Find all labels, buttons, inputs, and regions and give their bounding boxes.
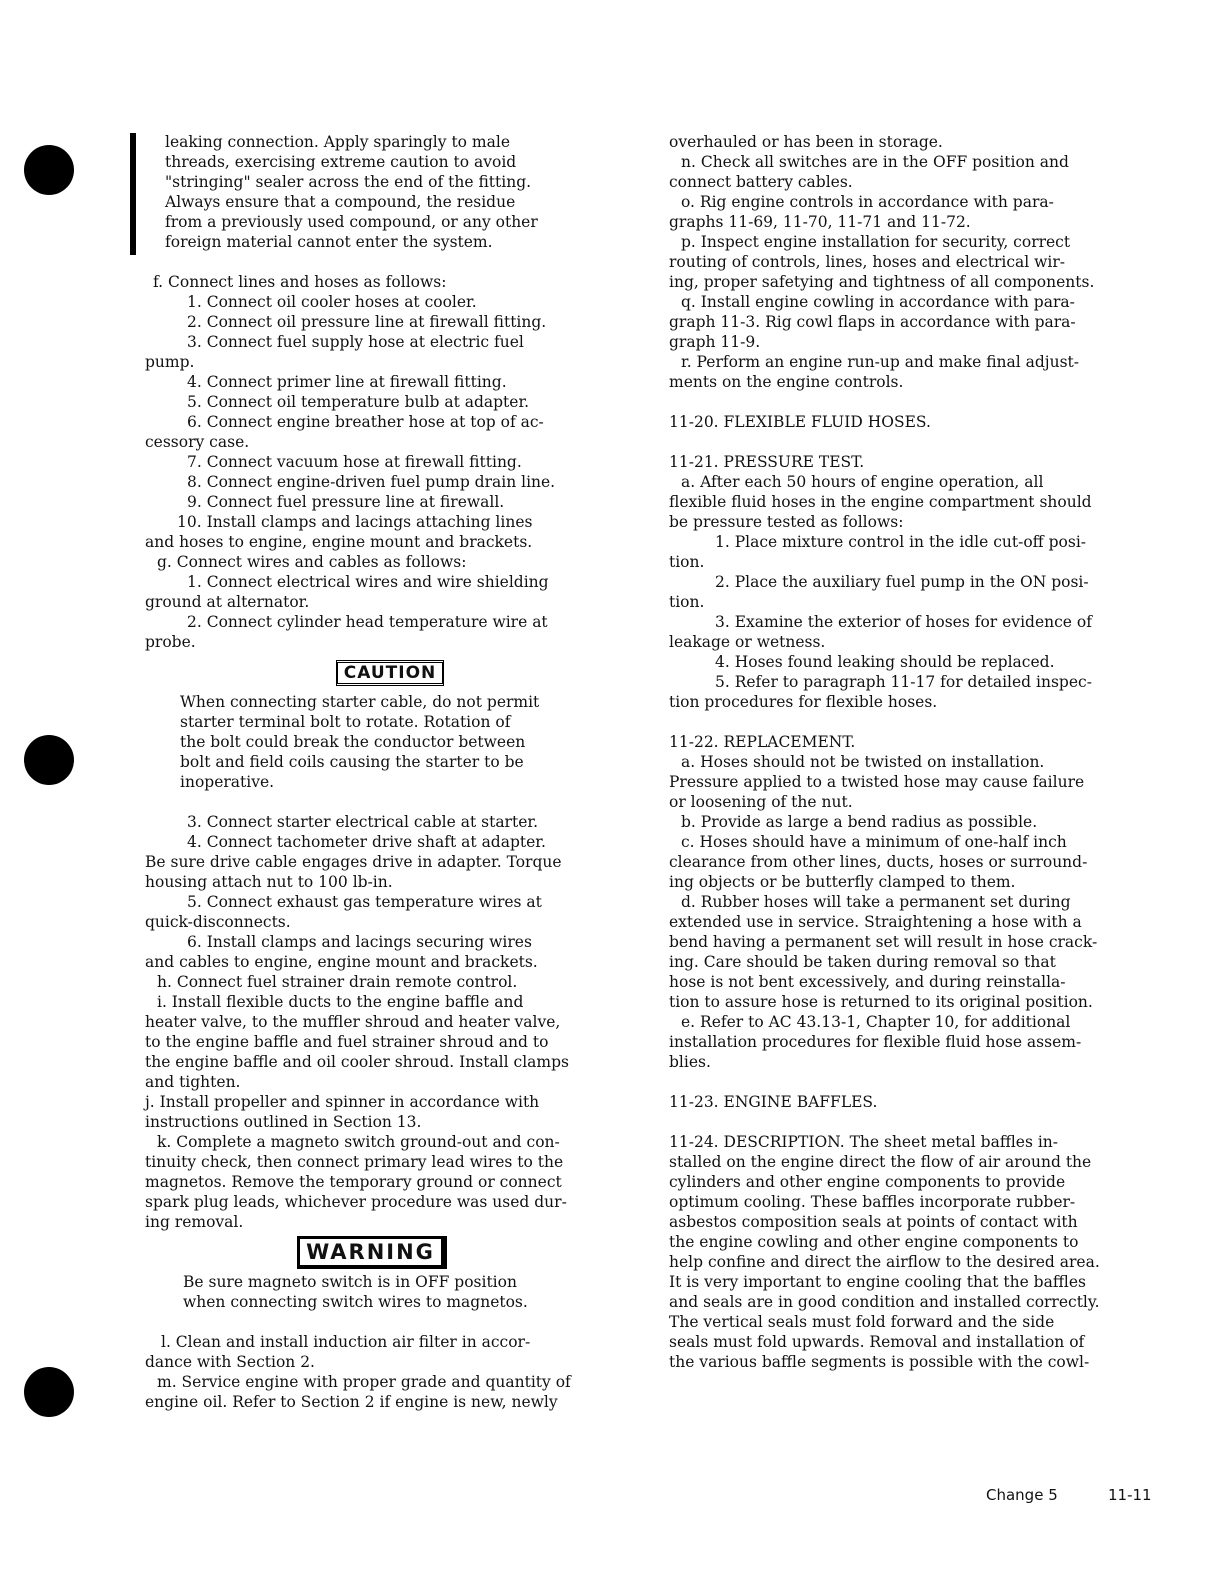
text-line: ing, proper safetying and tightness of all components. [669, 273, 1095, 291]
text-line: b. Provide as large a bend radius as possible. [681, 813, 1038, 831]
text-line: h. Connect fuel strainer drain remote control. [157, 973, 518, 991]
text-line: optimum cooling. These baffles incorporate rubber- [669, 1193, 1076, 1211]
text-line: tion to assure hose is returned to its original position. [669, 993, 1093, 1011]
text-line: 4. Connect primer line at firewall fitting. [187, 373, 507, 391]
text-line: n. Check all switches are in the OFF position and [681, 153, 1069, 171]
text-line: c. Hoses should have a minimum of one-half inch [681, 833, 1067, 851]
caution-line: bolt and field coils causing the starter to be [180, 753, 524, 771]
text-line: ing objects or be butterfly clamped to them. [669, 873, 1016, 891]
text-line: seals must fold upwards. Removal and installation of [669, 1333, 1085, 1351]
text-line: help confine and direct the airflow to the desired area. [669, 1253, 1100, 1271]
text-line: and seals are in good condition and installed correctly. [669, 1293, 1100, 1311]
text-line: from a previously used compound, or any other [165, 213, 538, 231]
text-line: be pressure tested as follows: [669, 513, 904, 531]
text-line: cylinders and other engine components to provide [669, 1173, 1066, 1191]
text-line: to the engine baffle and fuel strainer shroud and to [145, 1033, 549, 1051]
text-line: 3. Connect starter electrical cable at starter. [187, 813, 539, 831]
text-line: 10. Install clamps and lacings attaching lines [177, 513, 533, 531]
text-line: tion. [669, 553, 705, 571]
punch-hole-bottom [24, 1367, 74, 1417]
text-line: asbestos composition seals at points of contact with [669, 1213, 1078, 1231]
text-line: 1. Connect electrical wires and wire shielding [187, 573, 549, 591]
text-line: 4. Hoses found leaking should be replaced. [715, 653, 1055, 671]
caution-label: CAUTION [336, 660, 445, 686]
text-line: and hoses to engine, engine mount and brackets. [145, 533, 533, 551]
text-line: extended use in service. Straightening a hose with a [669, 913, 1082, 931]
punch-hole-top [24, 145, 74, 195]
text-line: the various baffle segments is possible with the cowl- [669, 1353, 1090, 1371]
text-line: 7. Connect vacuum hose at firewall fitting. [187, 453, 522, 471]
text-line: ing removal. [145, 1213, 244, 1231]
left-text-block-2 [145, 812, 635, 1232]
text-line: 1. Place mixture control in the idle cut-off posi- [715, 533, 1087, 551]
text-line: 6. Install clamps and lacings securing wires [187, 933, 532, 951]
text-line: 5. Connect exhaust gas temperature wires at [187, 893, 542, 911]
text-line: connect battery cables. [669, 173, 853, 191]
caution-line: starter terminal bolt to rotate. Rotation of [180, 713, 511, 731]
text-line: "stringing" sealer across the end of the fitting. [165, 173, 532, 191]
caution-line: When connecting starter cable, do not permit [180, 693, 540, 711]
text-line: clearance from other lines, ducts, hoses or surround- [669, 853, 1088, 871]
text-line: flexible fluid hoses in the engine compartment should [669, 493, 1092, 511]
text-line: installation procedures for flexible fluid hose assem- [669, 1033, 1082, 1051]
text-line: Be sure drive cable engages drive in adapter. Torque [145, 853, 562, 871]
text-line: It is very important to engine cooling that the baffles [669, 1273, 1086, 1291]
text-line: 5. Connect oil temperature bulb at adapter. [187, 393, 530, 411]
text-line: pump. [145, 353, 195, 371]
right-column [669, 132, 1169, 1372]
text-line: hose is not bent excessively, and during reinstalla- [669, 973, 1066, 991]
text-line: l. Clean and install induction air filter in accor- [161, 1333, 531, 1351]
text-line: 11-22. REPLACEMENT. [669, 733, 856, 751]
text-line: 2. Connect cylinder head temperature wire at [187, 613, 548, 631]
text-line: ground at alternator. [145, 593, 310, 611]
text-line: j. Install propeller and spinner in accordance with [145, 1093, 540, 1111]
text-line: leakage or wetness. [669, 633, 826, 651]
text-line: graph 11-3. Rig cowl flaps in accordance with para- [669, 313, 1076, 331]
text-line: 6. Connect engine breather hose at top of ac- [187, 413, 544, 431]
text-line: 4. Connect tachometer drive shaft at adapter. [187, 833, 546, 851]
text-line: g. Connect wires and cables as follows: [157, 553, 467, 571]
right-text-block [669, 132, 1169, 1372]
text-line: a. After each 50 hours of engine operation, all [681, 473, 1044, 491]
text-line: m. Service engine with proper grade and quantity of [157, 1373, 571, 1391]
text-line: 1. Connect oil cooler hoses at cooler. [187, 293, 477, 311]
text-line: ing. Care should be taken during removal so that [669, 953, 1056, 971]
text-line: i. Install flexible ducts to the engine baffle and [157, 993, 524, 1011]
warning-header [109, 1232, 635, 1272]
warning-label: WARNING [297, 1236, 447, 1269]
text-line: ments on the engine controls. [669, 373, 904, 391]
text-line: stalled on the engine direct the flow of air around the [669, 1153, 1092, 1171]
text-line: blies. [669, 1053, 711, 1071]
text-line: 11-24. DESCRIPTION. The sheet metal baffles in- [669, 1133, 1059, 1151]
text-line: Pressure applied to a twisted hose may cause failure [669, 773, 1085, 791]
text-line: k. Complete a magneto switch ground-out and con- [157, 1133, 560, 1151]
text-line: graphs 11-69, 11-70, 11-71 and 11-72. [669, 213, 971, 231]
text-line: or loosening of the nut. [669, 793, 853, 811]
text-line: The vertical seals must fold forward and the side [669, 1313, 1055, 1331]
text-line: graph 11-9. [669, 333, 761, 351]
text-line: 5. Refer to paragraph 11-17 for detailed inspec- [715, 673, 1092, 691]
text-line: leaking connection. Apply sparingly to male [165, 133, 511, 151]
text-line [669, 1112, 1169, 1132]
caution-line: the bolt could break the conductor between [180, 733, 526, 751]
text-line: o. Rig engine controls in accordance with para- [681, 193, 1054, 211]
text-line [669, 1072, 1169, 1092]
text-line: 2. Place the auxiliary fuel pump in the ON posi- [715, 573, 1089, 591]
warning-line: Be sure magneto switch is in OFF position [183, 1273, 517, 1291]
text-line: Always ensure that a compound, the residue [165, 193, 516, 211]
text-line: p. Inspect engine installation for security, correct [681, 233, 1071, 251]
text-line: and tighten. [145, 1073, 241, 1091]
text-line: spark plug leads, whichever procedure was used dur- [145, 1193, 567, 1211]
text-line: 11-21. PRESSURE TEST. [669, 453, 865, 471]
revision-bar [130, 133, 136, 255]
text-line [145, 252, 635, 272]
text-line: engine oil. Refer to Section 2 if engine is new, newly [145, 1393, 558, 1411]
text-line: tion procedures for flexible hoses. [669, 693, 938, 711]
text-line: 3. Examine the exterior of hoses for evidence of [715, 613, 1092, 631]
text-line: a. Hoses should not be twisted on installation. [681, 753, 1045, 771]
text-line: bend having a permanent set will result in hose crack- [669, 933, 1098, 951]
text-line: tinuity check, then connect primary lead wires to the [145, 1153, 564, 1171]
text-line: probe. [145, 633, 196, 651]
text-line: tion. [669, 593, 705, 611]
text-line: magnetos. Remove the temporary ground or connect [145, 1173, 562, 1191]
warning-text [145, 1272, 635, 1312]
text-line [669, 712, 1169, 732]
text-line: foreign material cannot enter the system. [165, 233, 493, 251]
footer-change: Change 5 [986, 1486, 1058, 1504]
text-line [669, 432, 1169, 452]
text-line: r. Perform an engine run-up and make final adjust- [681, 353, 1080, 371]
left-column [145, 132, 635, 1412]
text-line: 11-20. FLEXIBLE FLUID HOSES. [669, 413, 931, 431]
text-line: routing of controls, lines, hoses and electrical wir- [669, 253, 1065, 271]
text-line [669, 392, 1169, 412]
text-line: overhauled or has been in storage. [669, 133, 943, 151]
text-line: 9. Connect fuel pressure line at firewall. [187, 493, 505, 511]
text-line: q. Install engine cowling in accordance with para- [681, 293, 1075, 311]
text-line: 3. Connect fuel supply hose at electric fuel [187, 333, 524, 351]
text-line: d. Rubber hoses will take a permanent set during [681, 893, 1071, 911]
text-line: 2. Connect oil pressure line at firewall fitting. [187, 313, 547, 331]
left-text-block-3 [145, 1332, 635, 1412]
warning-line: when connecting switch wires to magnetos. [183, 1293, 528, 1311]
text-line: the engine cowling and other engine components to [669, 1233, 1079, 1251]
text-line: housing attach nut to 100 lb-in. [145, 873, 393, 891]
left-text-block-1 [145, 132, 635, 652]
text-line: cessory case. [145, 433, 250, 451]
text-line: e. Refer to AC 43.13-1, Chapter 10, for additional [681, 1013, 1071, 1031]
text-line: heater valve, to the muffler shroud and heater valve, [145, 1013, 561, 1031]
footer-page-number: 11-11 [1108, 1486, 1152, 1504]
text-line: the engine baffle and oil cooler shroud. Install clamps [145, 1053, 569, 1071]
text-line: 8. Connect engine-driven fuel pump drain line. [187, 473, 556, 491]
text-line: f. Connect lines and hoses as follows: [153, 273, 447, 291]
text-line: 11-23. ENGINE BAFFLES. [669, 1093, 878, 1111]
caution-header [145, 652, 635, 692]
punch-hole-middle [24, 735, 74, 785]
text-line: and cables to engine, engine mount and brackets. [145, 953, 538, 971]
text-line: dance with Section 2. [145, 1353, 315, 1371]
caution-line: inoperative. [180, 773, 275, 791]
text-line: threads, exercising extreme caution to avoid [165, 153, 517, 171]
caution-text [145, 692, 635, 792]
text-line: quick-disconnects. [145, 913, 291, 931]
text-line: instructions outlined in Section 13. [145, 1113, 422, 1131]
